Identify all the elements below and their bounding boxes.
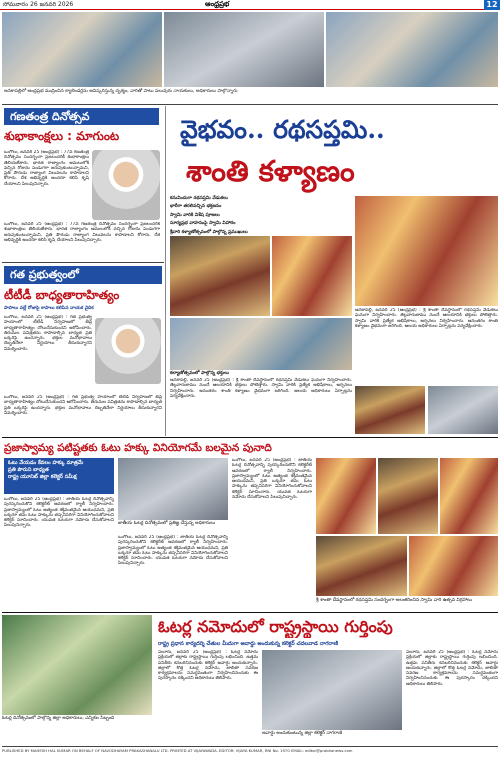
divider	[2, 104, 498, 105]
temple-photo-4	[316, 536, 407, 596]
temple-photo-1	[316, 458, 376, 534]
story1-body: ఒంగోలు, జనవరి 25 (ఆంధ్రప్రభ) : 77వ గణతంత్ర దినోత్సవం సందర్భంగా ప్రజలందరికీ శుభాకాంక్షలు తెలియజేశారు. భారత రాజ్యాంగం అమలులోకి వచ్చిన రోజును పండుగగా జరుపుకుంటున్నామని, ప్రతి పౌరుడు రాజ్యాంగ విలువలను కాపాడాలని కోరారు. దేశ అభివృద్ధికి అందరూ కలిసి కృషి చేయాలని పిలుపునిచ్చారు.	[4, 150, 89, 187]
temple-photo-2	[378, 458, 438, 534]
story3-photo-c	[170, 318, 352, 370]
temple-photo-caption: శ్రీ శాంతా దేవస్థానంలో రథసప్తమి సందర్భంగా అలంకరించిన స్వామి వారి ఉత్సవ విగ్రహాలు	[316, 598, 472, 603]
top-photo-center	[164, 12, 324, 87]
bullet-item: భారీగా తరలివచ్చిన భక్తజనం	[170, 204, 222, 210]
story3-photo-caption: కల్యాణోత్సవంలో పాల్గొన్న భక్తులు	[170, 371, 229, 376]
divider	[2, 262, 164, 263]
story4-photo-caption: జాతీయ ఓటర్ల దినోత్సవంలో ప్రతిజ్ఞ చేస్తున్న అధికారులు	[118, 521, 216, 526]
top-photo-left	[2, 12, 162, 87]
story1-subhead: శుభాకాంక్షలు : మాగుంట	[4, 129, 120, 143]
top-photo-caption: అనకాపల్లిలో ఆంధ్రప్రభ ముద్రించిన క్యాలెండర్లను ఆవిష్కరిస్తున్న దృశ్యం, వారితో పాటు పలువురు నాయకులు, అధికారులు పాల్గొన్నారు	[4, 89, 238, 94]
bullet-item: స్వామి వారికి విశేష పూజలు	[170, 212, 220, 218]
masthead-brand: ఆంధ్రప్రభ	[205, 0, 230, 8]
story5-photo-caption: అవార్డు అందుకుంటున్న జిల్లా కలెక్టర్ నాగరాణి	[262, 731, 343, 736]
issue-date: సోమవారం 26 జనవరి 2026	[3, 1, 74, 8]
bullet-item: ప్రతి పౌరుని బాధ్యత	[8, 467, 49, 473]
story5-subhead: రాష్ట్ర ప్రధాన కార్యదర్శి చేతుల మీదుగా అవార్డు అందుకున్న కలెక్టర్ చదలవాడ నాగరాణి	[158, 641, 339, 647]
story3-headline-top: వైభవం.. రథసప్తమి..	[180, 115, 385, 144]
story3-headline-main: శాంతి కళ్యాణం	[186, 154, 355, 188]
story2-body-continued: ఒంగోలు, జనవరి 25 (ఆంధ్రప్రభ) : గత ప్రభుత్వ హయాంలో టీటీడీ నిర్వహణలో తీవ్ర బాధ్యతారాహిత్యం చోటుచేసుకుందని ఆరోపించారు. తిరుమల పవిత్రతను కాపాడాల్సిన బాధ్యత ప్రతి ఒక్కరిపై ఉందన్నారు. భక్తుల మనోభావాలు దెబ్బతినేలా నిర్ణయాలు తీసుకున్నారని విమర్శించారు.	[4, 395, 162, 416]
story5-award-photo	[262, 650, 402, 730]
bullet-item: శ్రీవారి కళ్యాణోత్సవంలో పాల్గొన్న ప్రముఖులు	[170, 229, 248, 235]
story3-body-right: అనకాపల్లి, జనవరి 25 (ఆంధ్రప్రభ) : శ్రీ శాంతా దేవస్థానంలో రథసప్తమి వేడుకలు ఘనంగా నిర్వహించారు. తెల్లవారుజాము నుంచే ఆలయానికి భక్తులు పోటెత్తారు. స్వామి వారికి ప్రత్యేక అభిషేకాలు, అర్చనలు నిర్వహించారు. అనంతరం శాంతి కళ్యాణం వైభవంగా జరిగింది. ఆలయ అధికారులు ఏర్పాట్లను పర్యవేక్షించారు.	[355, 308, 498, 329]
story1-body-continued: ఒంగోలు, జనవరి 25 (ఆంధ్రప్రభ) : 77వ గణతంత్ర దినోత్సవం సందర్భంగా ప్రజలందరికీ శుభాకాంక్షలు తెలియజేశారు. భారత రాజ్యాంగం అమలులోకి వచ్చిన రోజును పండుగగా జరుపుకుంటున్నామని, ప్రతి పౌరుడు రాజ్యాంగ విలువలను కాపాడాలని కోరారు. దేశ అభివృద్ధికి అందరూ కలిసి కృషి చేయాలని పిలుపునిచ్చారు.	[4, 222, 160, 243]
story4-body-col3: ఒంగోలు, జనవరి 25 (ఆంధ్రప్రభ) : జాతీయ ఓటర్ల దినోత్సవాన్ని పురస్కరించుకొని కలెక్టరేట్ ఆవరణలో ర్యాలీ నిర్వహించారు. ప్రజాస్వామ్యంలో ఓటు అత్యంత శక్తివంతమైన ఆయుధమని, ప్రతి ఒక్కరూ తమ ఓటు హక్కును తప్పనిసరిగా వినియోగించుకోవాలని కలెక్టర్ సూచించారు. యువత ఓటరుగా నమోదు చేసుకోవాలని పిలుపునిచ్చారు.	[232, 458, 312, 501]
story3-photo-b	[272, 236, 352, 316]
story5-left-caption: ఓటర్ల దినోత్సవంలో పాల్గొన్న జిల్లా అధికారులు, ఎన్నికల సిబ్బంది	[2, 716, 115, 721]
story5-body-right: ఏలూరు, జనవరి 25 (ఆంధ్రప్రభ) : ఓటర్ల నమోదు ప్రక్రియలో జిల్లాకు రాష్ట్రస్థాయి గుర్తింపు లభించింది. ఉత్తమ పనితీరు కనబరిచినందుకు కలెక్టర్ అవార్డు అందుకున్నారు. జిల్లాలో కొత్త ఓటర్ల నమోదు, జాబితా సవరణ కార్యక్రమాలను సమర్థవంతంగా నిర్వహించినందుకు ఈ పురస్కారం దక్కిందని అధికారులు తెలిపారు.	[406, 650, 498, 687]
top-photo-right	[326, 12, 498, 87]
story4-body: ఒంగోలు, జనవరి 25 (ఆంధ్రప్రభ) : జాతీయ ఓటర్ల దినోత్సవాన్ని పురస్కరించుకొని కలెక్టరేట్ ఆవరణలో ర్యాలీ నిర్వహించారు. ప్రజాస్వామ్యంలో ఓటు అత్యంత శక్తివంతమైన ఆయుధమని, ప్రతి ఒక్కరూ తమ ఓటు హక్కును తప్పనిసరిగా వినియోగించుకోవాలని కలెక్టర్ సూచించారు. యువత ఓటరుగా నమోదు చేసుకోవాలని పిలుపునిచ్చారు.	[4, 497, 114, 529]
story2-subhead: పాపాలు వల్లే రోజాపై కాపాలు కలిపిన నాయక వైదిక	[4, 306, 94, 311]
page-number-badge: 12	[484, 0, 500, 10]
bullet-item: కనువిందుగా రథసప్తమి వేడుకలు	[170, 196, 228, 201]
story2-portrait	[95, 318, 161, 384]
column-rule	[165, 106, 166, 436]
story3-deity-photo	[355, 196, 498, 306]
story4-body-col2: ఒంగోలు, జనవరి 25 (ఆంధ్రప్రభ) : జాతీయ ఓటర్ల దినోత్సవాన్ని పురస్కరించుకొని కలెక్టరేట్ ఆవరణలో ర్యాలీ నిర్వహించారు. ప్రజాస్వామ్యంలో ఓటు అత్యంత శక్తివంతమైన ఆయుధమని, ప్రతి ఒక్కరూ తమ ఓటు హక్కును తప్పనిసరిగా వినియోగించుకోవాలని కలెక్టర్ సూచించారు. యువత ఓటరుగా నమోదు చేసుకోవాలని పిలుపునిచ్చారు.	[118, 535, 228, 567]
story5-headline: ఓటర్ల నమోదులో రాష్ట్రస్థాయి గుర్తింపు	[158, 617, 393, 636]
bullet-item: రాష్ట్ర యూనిట్ జిల్లా కలెక్టర్ సమీక్ష	[8, 474, 77, 480]
bullet-item: సూర్యప్రభ వాహనంపై స్వామి విహారం	[170, 221, 236, 227]
divider	[2, 437, 498, 438]
story1-portrait	[92, 150, 160, 220]
footer-imprint: PUBLISHED BY MAHESH HAL KUMAR ON BEHALF OF NAVODHAYAM PRAKASHANALU LTD. PRINTED AT VIJAYAWADA. EDITOR: VIJAYA KUMAR, RNI No. 1970 EMAIL: editor@prabhanews.com	[2, 748, 353, 753]
temple-photo-5	[409, 536, 498, 596]
temple-photo-3	[440, 458, 498, 534]
story3-body: అనకాపల్లి, జనవరి 25 (ఆంధ్రప్రభ) : శ్రీ శాంతా దేవస్థానంలో రథసప్తమి వేడుకలు ఘనంగా నిర్వహించారు. తెల్లవారుజాము నుంచే ఆలయానికి భక్తులు పోటెత్తారు. స్వామి వారికి ప్రత్యేక అభిషేకాలు, అర్చనలు నిర్వహించారు. అనంతరం శాంతి కళ్యాణం వైభవంగా జరిగింది. ఆలయ అధికారులు ఏర్పాట్లను పర్యవేక్షించారు.	[170, 378, 352, 399]
story3-photo-d	[355, 386, 425, 434]
story3-photo-a	[170, 236, 270, 316]
story4-headline: ప్రజాస్వామ్య పటిష్టతకు ఓటు హక్కు వినియోగమే బలమైన పునాది	[4, 442, 272, 454]
story4-photo-rally	[118, 458, 228, 520]
story1-headline: గణతంత్ర దినోత్సవ	[4, 108, 159, 125]
story2-body: ఒంగోలు, జనవరి 25 (ఆంధ్రప్రభ) : గత ప్రభుత్వ హయాంలో టీటీడీ నిర్వహణలో తీవ్ర బాధ్యతారాహిత్యం చోటుచేసుకుందని ఆరోపించారు. తిరుమల పవిత్రతను కాపాడాల్సిన బాధ్యత ప్రతి ఒక్కరిపై ఉందన్నారు. భక్తుల మనోభావాలు దెబ్బతినేలా నిర్ణయాలు తీసుకున్నారని విమర్శించారు.	[4, 315, 92, 352]
divider	[2, 746, 498, 747]
story4-bullets	[4, 458, 114, 494]
divider	[2, 612, 498, 613]
bullet-item: ఓటు వేయడం కేవలం హక్కు మాత్రమే	[8, 460, 84, 466]
story2-headline: టీటీడీ బాధ్యతారాహిత్యం	[4, 288, 120, 302]
story2-headline-top: గత ప్రభుత్వంలో	[4, 266, 162, 284]
story5-body: ఏలూరు, జనవరి 25 (ఆంధ్రప్రభ) : ఓటర్ల నమోదు ప్రక్రియలో జిల్లాకు రాష్ట్రస్థాయి గుర్తింపు లభించింది. ఉత్తమ పనితీరు కనబరిచినందుకు కలెక్టర్ అవార్డు అందుకున్నారు. జిల్లాలో కొత్త ఓటర్ల నమోదు, జాబితా సవరణ కార్యక్రమాలను సమర్థవంతంగా నిర్వహించినందుకు ఈ పురస్కారం దక్కిందని అధికారులు తెలిపారు.	[158, 650, 258, 682]
page-header	[0, 0, 500, 10]
story5-left-photo	[2, 615, 152, 715]
story3-photo-e	[428, 386, 498, 434]
